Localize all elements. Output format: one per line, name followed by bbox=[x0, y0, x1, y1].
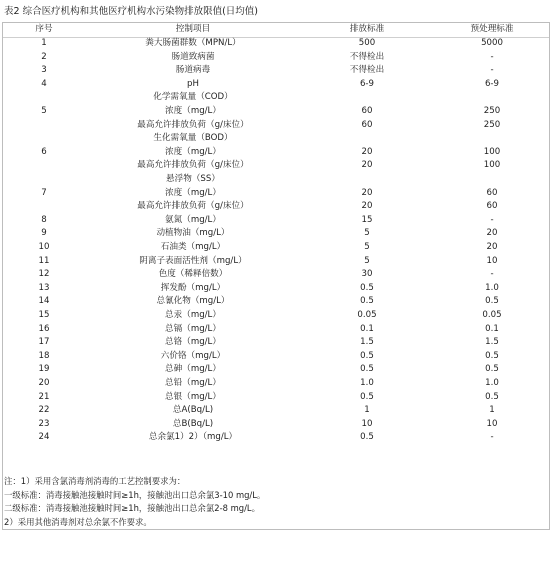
table-row bbox=[3, 363, 549, 377]
table-row bbox=[3, 200, 549, 214]
row-discharge: 0.1 bbox=[360, 323, 374, 334]
row-item: 粪大肠菌群数（MPN/L） bbox=[145, 38, 241, 48]
row-item: 总氰化物（mg/L） bbox=[156, 296, 230, 307]
row-discharge: 0.05 bbox=[357, 310, 377, 320]
row-item: 最高允许排放负荷（g/床位） bbox=[137, 201, 249, 212]
row-discharge: 0.5 bbox=[360, 364, 374, 375]
row-pretreatment: - bbox=[490, 214, 494, 225]
row-pretreatment: - bbox=[490, 51, 494, 62]
row-discharge: 不得检出 bbox=[349, 65, 385, 76]
row-number: 9 bbox=[41, 228, 47, 239]
row-pretreatment: 0.5 bbox=[485, 364, 499, 375]
row-number: 7 bbox=[41, 187, 47, 198]
row-item: 色度（稀释倍数） bbox=[158, 269, 228, 280]
table-row bbox=[3, 105, 549, 119]
table-row bbox=[3, 391, 549, 405]
table-title: 表2 综合医疗机构和其他医疗机构水污染物排放限值(日均值) bbox=[4, 6, 258, 17]
row-number: 17 bbox=[38, 337, 50, 348]
table-row bbox=[3, 159, 549, 173]
row-item: 总砷（mg/L） bbox=[165, 364, 221, 375]
table-row bbox=[3, 146, 549, 160]
table-row bbox=[3, 295, 549, 309]
row-number: 15 bbox=[38, 310, 50, 320]
table-row bbox=[3, 336, 549, 350]
header-no: 序号 bbox=[35, 24, 53, 34]
row-pretreatment: 20 bbox=[486, 242, 498, 252]
row-discharge: 0.5 bbox=[360, 282, 374, 293]
header-item: 控制项目 bbox=[175, 24, 211, 34]
row-item: 动植物油（mg/L） bbox=[156, 228, 230, 239]
table-row bbox=[3, 227, 549, 241]
row-number: 8 bbox=[41, 214, 47, 225]
row-discharge: 15 bbox=[361, 214, 373, 225]
row-number: 4 bbox=[41, 78, 47, 89]
table-row bbox=[3, 214, 549, 228]
table-row bbox=[3, 309, 549, 323]
row-discharge: 1.5 bbox=[360, 337, 374, 348]
table-row bbox=[3, 431, 549, 445]
table-notes bbox=[4, 475, 548, 529]
row-number: 1 bbox=[41, 38, 47, 48]
table-row bbox=[3, 404, 549, 418]
row-item: 石油类（mg/L） bbox=[160, 242, 226, 252]
row-item: 总B(Bq/L) bbox=[172, 418, 214, 429]
row-discharge: 20 bbox=[361, 187, 373, 198]
row-number: 14 bbox=[38, 296, 50, 307]
row-item: 总镉（mg/L） bbox=[165, 323, 221, 334]
row-item: 总银（mg/L） bbox=[165, 391, 221, 402]
row-discharge: 5 bbox=[364, 255, 370, 266]
row-pretreatment: 1.0 bbox=[485, 282, 499, 293]
row-pretreatment: 0.5 bbox=[485, 391, 499, 402]
row-discharge: 不得检出 bbox=[349, 51, 385, 62]
header-pretreatment: 预处理标准 bbox=[470, 24, 514, 34]
row-number: 16 bbox=[38, 323, 50, 334]
table-row bbox=[3, 255, 549, 269]
row-number: 23 bbox=[38, 418, 50, 429]
row-discharge: 0.5 bbox=[360, 296, 374, 307]
row-item: 六价铬（mg/L） bbox=[160, 350, 226, 361]
row-item: 最高允许排放负荷（g/床位） bbox=[137, 160, 249, 171]
row-item: 浓度（mg/L） bbox=[165, 187, 221, 198]
row-pretreatment: 20 bbox=[486, 228, 498, 239]
row-pretreatment: - bbox=[490, 432, 494, 443]
row-discharge: 5 bbox=[364, 242, 370, 252]
row-pretreatment: 1 bbox=[489, 405, 495, 416]
row-discharge: 60 bbox=[361, 106, 373, 116]
table-row bbox=[3, 91, 549, 105]
row-item: 浓度（mg/L） bbox=[165, 106, 221, 116]
row-item: 挥发酚（mg/L） bbox=[160, 282, 226, 293]
note-line: 一级标准：消毒接触池接触时间≥1h，接触池出口总余氯3-10 mg/L。 bbox=[4, 489, 266, 500]
row-item: 氨氮（mg/L） bbox=[165, 214, 221, 225]
table-row bbox=[3, 78, 549, 92]
row-pretreatment: 10 bbox=[486, 255, 498, 266]
row-discharge: 0.5 bbox=[360, 391, 374, 402]
row-pretreatment: 250 bbox=[483, 119, 501, 130]
row-pretreatment: 100 bbox=[483, 160, 501, 171]
table-row bbox=[3, 64, 549, 78]
row-number: 21 bbox=[38, 391, 50, 402]
row-item: 化学需氧量（COD） bbox=[153, 92, 233, 103]
row-discharge: 20 bbox=[361, 146, 373, 157]
row-item: 生化需氧量（BOD） bbox=[153, 133, 233, 144]
row-discharge: 20 bbox=[361, 160, 373, 171]
row-item: 总余氯1）2）（mg/L） bbox=[148, 432, 238, 443]
row-pretreatment: 60 bbox=[486, 187, 498, 198]
row-discharge: 1 bbox=[364, 405, 370, 416]
table-row bbox=[3, 418, 549, 432]
row-discharge: 5 bbox=[364, 228, 370, 239]
row-item: 总汞（mg/L） bbox=[165, 310, 221, 320]
row-pretreatment: - bbox=[490, 65, 494, 76]
row-item: 肠道致病菌 bbox=[171, 51, 215, 62]
row-discharge: 500 bbox=[358, 38, 376, 48]
table-row bbox=[3, 119, 549, 133]
row-number: 22 bbox=[38, 405, 50, 416]
row-discharge: 30 bbox=[361, 269, 373, 280]
table-row bbox=[3, 37, 549, 51]
table-row bbox=[3, 282, 549, 296]
row-pretreatment: 100 bbox=[483, 146, 501, 157]
row-number: 19 bbox=[38, 364, 50, 375]
row-pretreatment: 10 bbox=[486, 418, 498, 429]
table-row bbox=[3, 268, 549, 282]
header-discharge: 排放标准 bbox=[349, 24, 385, 34]
row-pretreatment: 1.0 bbox=[485, 378, 499, 388]
row-number: 24 bbox=[38, 432, 50, 443]
row-discharge: 0.5 bbox=[360, 432, 374, 443]
row-discharge: 20 bbox=[361, 201, 373, 212]
table-row bbox=[3, 187, 549, 201]
row-discharge: 6-9 bbox=[359, 78, 375, 89]
row-item: 总铬（mg/L） bbox=[165, 337, 221, 348]
row-number: 13 bbox=[38, 282, 50, 293]
table-header bbox=[3, 23, 549, 38]
row-item: 浓度（mg/L） bbox=[165, 146, 221, 157]
table-row bbox=[3, 132, 549, 146]
row-number: 18 bbox=[38, 350, 50, 361]
row-pretreatment: 0.5 bbox=[485, 296, 499, 307]
row-item: pH bbox=[187, 78, 199, 89]
table-row bbox=[3, 173, 549, 187]
row-pretreatment: 5000 bbox=[481, 38, 503, 48]
row-discharge: 1.0 bbox=[360, 378, 374, 388]
row-number: 20 bbox=[38, 378, 50, 388]
row-discharge: 60 bbox=[361, 119, 373, 130]
table-row bbox=[3, 350, 549, 364]
row-pretreatment: 1.5 bbox=[485, 337, 499, 348]
row-pretreatment: - bbox=[490, 269, 494, 280]
row-number: 10 bbox=[38, 242, 50, 252]
table-row bbox=[3, 377, 549, 391]
row-number: 2 bbox=[41, 51, 47, 62]
row-number: 11 bbox=[38, 255, 50, 266]
row-discharge: 10 bbox=[361, 418, 373, 429]
row-pretreatment: 250 bbox=[483, 106, 501, 116]
row-discharge: 0.5 bbox=[360, 350, 374, 361]
row-item: 总铅（mg/L） bbox=[165, 378, 221, 388]
table-row bbox=[3, 323, 549, 337]
row-pretreatment: 0.05 bbox=[482, 310, 502, 320]
row-pretreatment: 0.5 bbox=[485, 350, 499, 361]
row-item: 阴离子表面活性剂（mg/L） bbox=[139, 255, 247, 266]
note-line: 2）采用其他消毒剂对总余氯不作要求。 bbox=[4, 516, 152, 527]
row-number: 6 bbox=[41, 146, 47, 157]
row-item: 肠道病毒 bbox=[175, 65, 211, 76]
row-number: 12 bbox=[38, 269, 50, 280]
row-pretreatment: 60 bbox=[486, 201, 498, 212]
note-line: 二级标准：消毒接触池接触时间≥1h，接触池出口总余氯2-8 mg/L。 bbox=[4, 503, 260, 514]
row-item: 总A(Bq/L) bbox=[172, 405, 214, 416]
row-pretreatment: 0.1 bbox=[485, 323, 499, 334]
table-row bbox=[3, 241, 549, 255]
row-item: 悬浮物（SS） bbox=[166, 174, 220, 184]
note-line: 注：1）采用含氯消毒剂消毒的工艺控制要求为： bbox=[4, 476, 186, 486]
row-item: 最高允许排放负荷（g/床位） bbox=[137, 119, 249, 130]
row-number: 5 bbox=[41, 106, 47, 116]
row-number: 3 bbox=[41, 65, 47, 76]
table-row bbox=[3, 51, 549, 65]
row-pretreatment: 6-9 bbox=[484, 78, 500, 89]
